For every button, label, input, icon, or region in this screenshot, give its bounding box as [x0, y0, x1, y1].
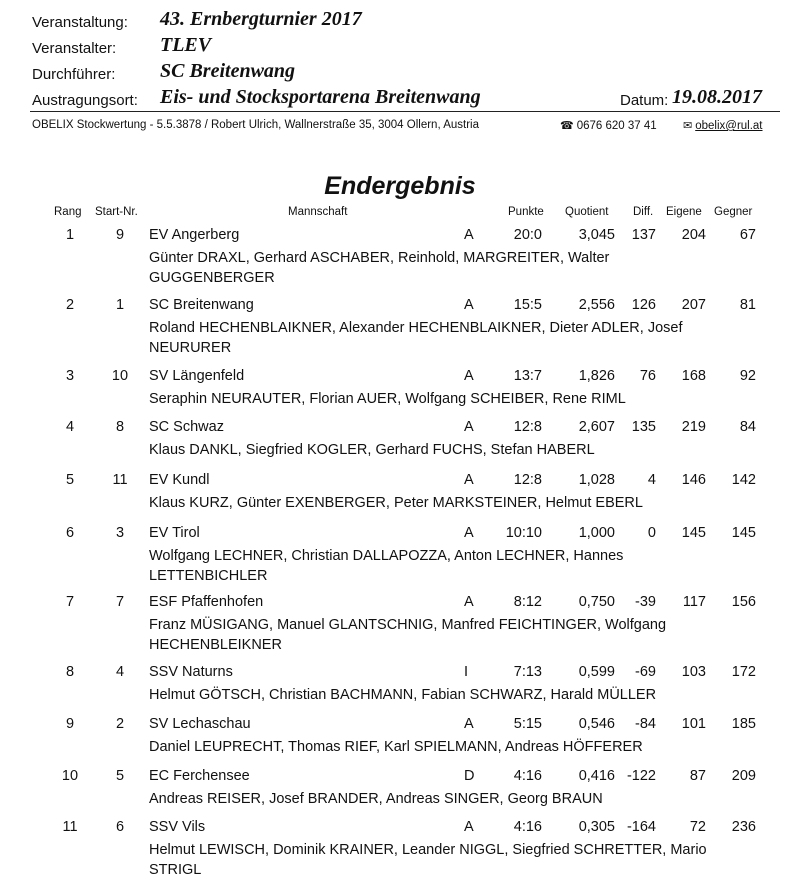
header-quotient: Quotient: [565, 206, 609, 218]
points: 15:5: [513, 297, 542, 313]
difference: -164: [626, 819, 656, 835]
difference: -84: [635, 716, 656, 732]
phone-number: 0676 620 37 41: [576, 120, 657, 132]
header-own: Eigene: [666, 206, 702, 218]
opponent-score: 185: [731, 716, 756, 732]
own-score: 87: [689, 768, 706, 784]
phone-icon: ☎: [560, 120, 574, 132]
own-score: 168: [681, 368, 706, 384]
player-list: Helmut LEWISCH, Dominik KRAINER, Leander NIGGL, Siegfried SCHRETTER, Mario STRIGL: [149, 842, 707, 878]
team-class: A: [464, 297, 474, 313]
opponent-score: 156: [731, 594, 756, 610]
team-class: A: [464, 525, 474, 541]
header-points: Punkte: [508, 206, 544, 218]
rank: 4: [65, 419, 75, 435]
rank: 10: [61, 768, 79, 784]
difference: -122: [626, 768, 656, 784]
team-name: SV Lechaschau: [149, 716, 251, 732]
header-divider: [30, 111, 780, 112]
player-list: Helmut GÖTSCH, Christian BACHMANN, Fabian SCHWARZ, Harald MÜLLER: [149, 687, 657, 703]
team-class: A: [464, 368, 474, 384]
meta-value: Eis- und Stocksportarena Breitenwang: [160, 86, 481, 108]
quotient: 2,607: [578, 419, 615, 435]
team-name: ESF Pfaffenhofen: [149, 594, 264, 610]
difference: -69: [635, 664, 656, 680]
email-info: [683, 119, 763, 132]
quotient: 0,599: [578, 664, 615, 680]
phone-info: [560, 119, 657, 132]
date-label: Datum:: [620, 92, 669, 109]
rank: 1: [65, 227, 75, 243]
meta-label: Veranstaltung:: [32, 14, 128, 31]
points: 5:15: [513, 716, 542, 732]
team-class: D: [464, 768, 475, 784]
start-number: 6: [115, 819, 125, 835]
team-class: I: [464, 664, 469, 680]
points: 4:16: [513, 768, 542, 784]
rank: 7: [65, 594, 75, 610]
player-list: Franz MÜSIGANG, Manuel GLANTSCHNIG, Manfred FEICHTINGER, Wolfgang HECHENBLEIKNER: [149, 617, 667, 653]
difference: 137: [631, 227, 656, 243]
quotient: 0,546: [578, 716, 615, 732]
points: 12:8: [513, 472, 542, 488]
header-team: Mannschaft: [288, 206, 348, 218]
own-score: 117: [682, 594, 706, 610]
points: 13:7: [513, 368, 542, 384]
own-score: 145: [681, 525, 706, 541]
difference: 76: [639, 368, 656, 384]
header-opponent: Gegner: [714, 206, 753, 218]
opponent-score: 84: [739, 419, 756, 435]
player-list: Klaus DANKL, Siegfried KOGLER, Gerhard FUCHS, Stefan HABERL: [149, 442, 595, 458]
quotient: 2,556: [578, 297, 615, 313]
opponent-score: 92: [739, 368, 756, 384]
email-link[interactable]: obelix@rul.at: [695, 120, 763, 132]
opponent-score: 142: [731, 472, 756, 488]
difference: 4: [647, 472, 656, 488]
points: 10:10: [505, 525, 542, 541]
meta-label: Austragungsort:: [32, 92, 138, 109]
own-score: 101: [681, 716, 706, 732]
quotient: 1,826: [578, 368, 615, 384]
team-class: A: [464, 419, 474, 435]
opponent-score: 81: [739, 297, 756, 313]
difference: 135: [631, 419, 656, 435]
quotient: 1,000: [578, 525, 615, 541]
start-number: 2: [115, 716, 125, 732]
start-number: 8: [115, 419, 125, 435]
points: 8:12: [513, 594, 542, 610]
team-name: SSV Naturns: [149, 664, 233, 680]
team-name: EV Kundl: [149, 472, 210, 488]
own-score: 204: [681, 227, 706, 243]
date-value: 19.08.2017: [672, 86, 762, 108]
start-number: 11: [112, 472, 128, 488]
software-info: OBELIX Stockwertung - 5.5.3878 / Robert Ulrich, Wallnerstraße 35, 3004 Ollern, Austria: [32, 119, 480, 131]
opponent-score: 172: [731, 664, 756, 680]
own-score: 146: [681, 472, 706, 488]
player-list: Daniel LEUPRECHT, Thomas RIEF, Karl SPIELMANN, Andreas HÖFFERER: [149, 739, 643, 755]
start-number: 9: [115, 227, 125, 243]
meta-value: SC Breitenwang: [160, 60, 296, 82]
meta-label: Veranstalter:: [32, 40, 117, 57]
own-score: 207: [681, 297, 706, 313]
team-name: EV Tirol: [149, 525, 200, 541]
points: 12:8: [513, 419, 542, 435]
difference: 0: [647, 525, 656, 541]
rank: 5: [65, 472, 75, 488]
quotient: 3,045: [578, 227, 615, 243]
opponent-score: 236: [731, 819, 756, 835]
opponent-score: 209: [731, 768, 756, 784]
team-name: EV Angerberg: [149, 227, 240, 243]
rank: 2: [65, 297, 75, 313]
team-class: A: [464, 819, 474, 835]
player-list: Wolfgang LECHNER, Christian DALLAPOZZA, Anton LECHNER, Hannes LETTENBICHLER: [149, 548, 624, 584]
team-name: SV Längenfeld: [149, 368, 245, 384]
difference: -39: [635, 594, 656, 610]
team-name: SC Schwaz: [149, 419, 224, 435]
quotient: 0,750: [578, 594, 615, 610]
meta-value: TLEV: [160, 34, 212, 56]
meta-value: 43. Ernbergturnier 2017: [160, 8, 362, 30]
quotient: 1,028: [578, 472, 615, 488]
team-class: A: [464, 227, 474, 243]
rank: 11: [62, 819, 78, 835]
own-score: 219: [681, 419, 706, 435]
own-score: 103: [681, 664, 706, 680]
team-name: SC Breitenwang: [149, 297, 254, 313]
player-list: Günter DRAXL, Gerhard ASCHABER, Reinhold, MARGREITER, Walter GUGGENBERGER: [149, 250, 610, 286]
opponent-score: 145: [731, 525, 756, 541]
player-list: Klaus KURZ, Günter EXENBERGER, Peter MARKSTEINER, Helmut EBERL: [149, 495, 643, 511]
team-name: SSV Vils: [149, 819, 206, 835]
points: 20:0: [513, 227, 542, 243]
opponent-score: 67: [739, 227, 756, 243]
own-score: 72: [689, 819, 706, 835]
difference: 126: [631, 297, 656, 313]
player-list: Andreas REISER, Josef BRANDER, Andreas SINGER, Georg BRAUN: [149, 791, 603, 807]
start-number: 5: [115, 768, 125, 784]
points: 4:16: [513, 819, 542, 835]
start-number: 10: [111, 368, 129, 384]
start-number: 1: [115, 297, 125, 313]
rank: 3: [65, 368, 75, 384]
player-list: Seraphin NEURAUTER, Florian AUER, Wolfgang SCHEIBER, Rene RIML: [149, 391, 626, 407]
quotient: 0,305: [578, 819, 615, 835]
team-class: A: [464, 594, 474, 610]
header-diff: Diff.: [633, 206, 654, 218]
start-number: 4: [115, 664, 125, 680]
quotient: 0,416: [578, 768, 615, 784]
rank: 8: [65, 664, 75, 680]
page-title: Endergebnis: [324, 172, 476, 200]
header-rank: Rang: [54, 206, 82, 218]
player-list: Roland HECHENBLAIKNER, Alexander HECHENBLAIKNER, Dieter ADLER, Josef NEURURER: [149, 320, 683, 356]
team-name: EC Ferchensee: [149, 768, 250, 784]
team-class: A: [464, 472, 474, 488]
start-number: 7: [115, 594, 125, 610]
start-number: 3: [115, 525, 125, 541]
header-start: Start-Nr.: [95, 206, 138, 218]
rank: 6: [65, 525, 75, 541]
rank: 9: [65, 716, 75, 732]
points: 7:13: [513, 664, 542, 680]
meta-label: Durchführer:: [32, 66, 116, 83]
envelope-icon: ✉: [683, 120, 693, 132]
team-class: A: [464, 716, 474, 732]
